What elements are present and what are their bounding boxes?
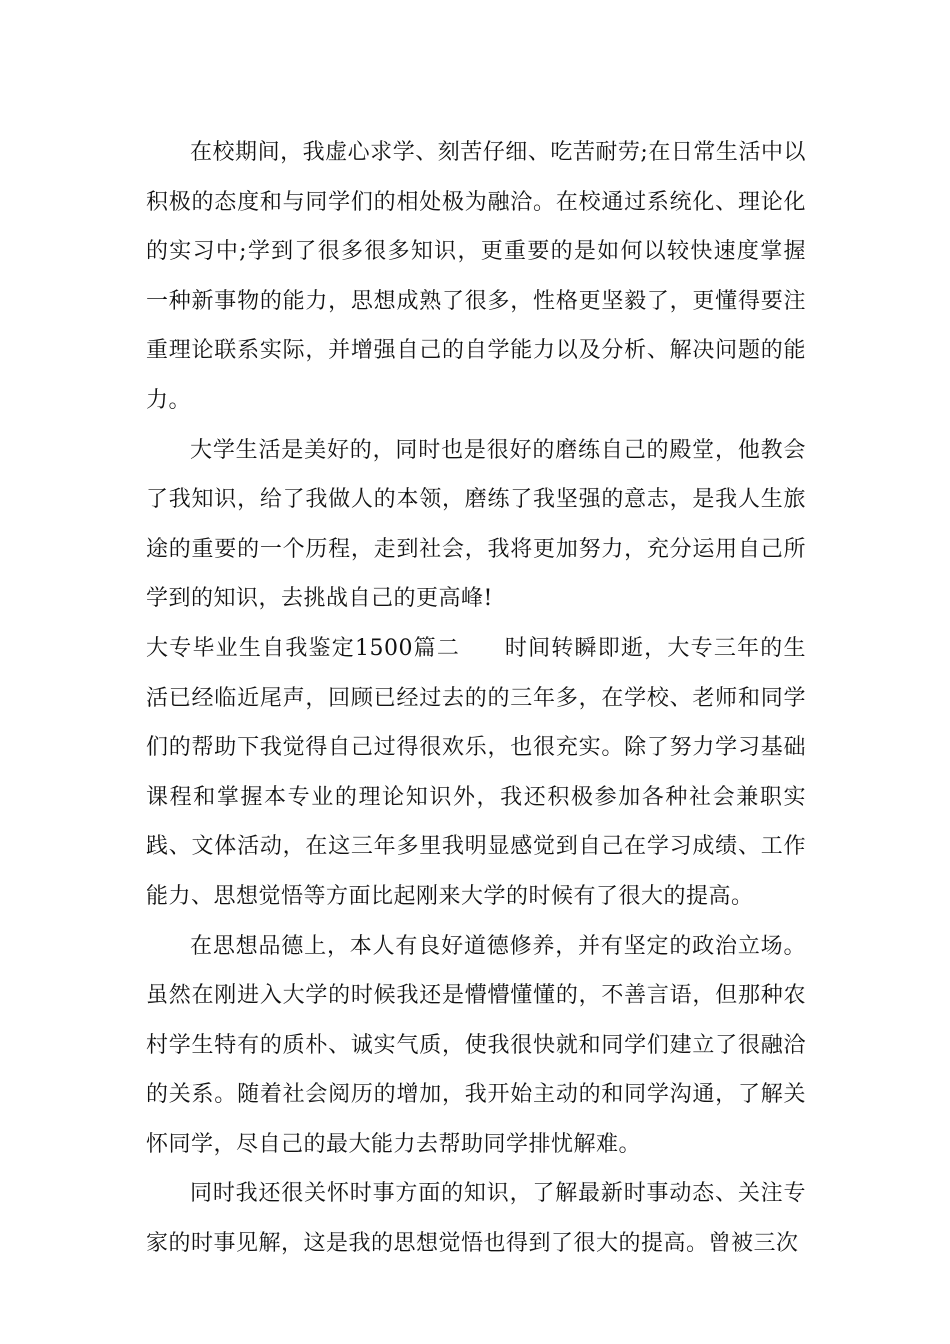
- section-two-paragraph: [146, 624, 806, 922]
- paragraph-moral-character: 在思想品德上，本人有良好道德修养，并有坚定的政治立场。虽然在刚进入大学的时候我还是懵懵懂懂的，不善言语，但那种农村学生特有的质朴、诚实气质，使我很快就和同学们建立了很融洽的关系。随着社会阅历的增加，我开始主动的和同学沟通，了解关怀同学，尽自己的最大能力去帮助同学排忧解难。: [146, 933, 806, 1157]
- paragraph-study-life: 在校期间，我虚心求学、刻苦仔细、吃苦耐劳;在日常生活中以积极的态度和与同学们的相处极为融洽。在校通过系统化、理论化的实习中;学到了很多很多知识，更重要的是如何以较快速度掌握一种新事物的能力，思想成熟了很多，性格更坚毅了，更懂得要注重理论联系实际，并增强自己的自学能力以及分析、解决问题的能力。: [146, 140, 806, 413]
- section-first-paragraph: 时间转瞬即逝，大专三年的生活已经临近尾声，回顾已经过去的的三年多，在学校、老师和同学们的帮助下我觉得自己过得很欢乐，也很充实。除了努力学习基础课程和掌握本专业的理论知识外，我还积极参加各种社会兼职实践、文体活动，在这三年多里我明显感觉到自己在学习成绩、工作能力、思想觉悟等方面比起刚来大学的时候有了很大的提高。: [146, 635, 806, 909]
- section-heading: 大专毕业生自我鉴定1500篇二: [146, 635, 461, 661]
- paragraph-university-life: 大学生活是美好的，同时也是很好的磨练自己的殿堂，他教会了我知识，给了我做人的本领，磨练了我坚强的意志，是我人生旅途的重要的一个历程，走到社会，我将更加努力，充分运用自己所学到的知识，去挑战自己的更高峰!: [146, 437, 806, 612]
- paragraph-current-affairs: 同时我还很关怀时事方面的知识，了解最新时事动态、关注专家的时事见解，这是我的思想觉悟也得到了很大的提高。曾被三次: [146, 1181, 806, 1257]
- document-body: [146, 128, 806, 1269]
